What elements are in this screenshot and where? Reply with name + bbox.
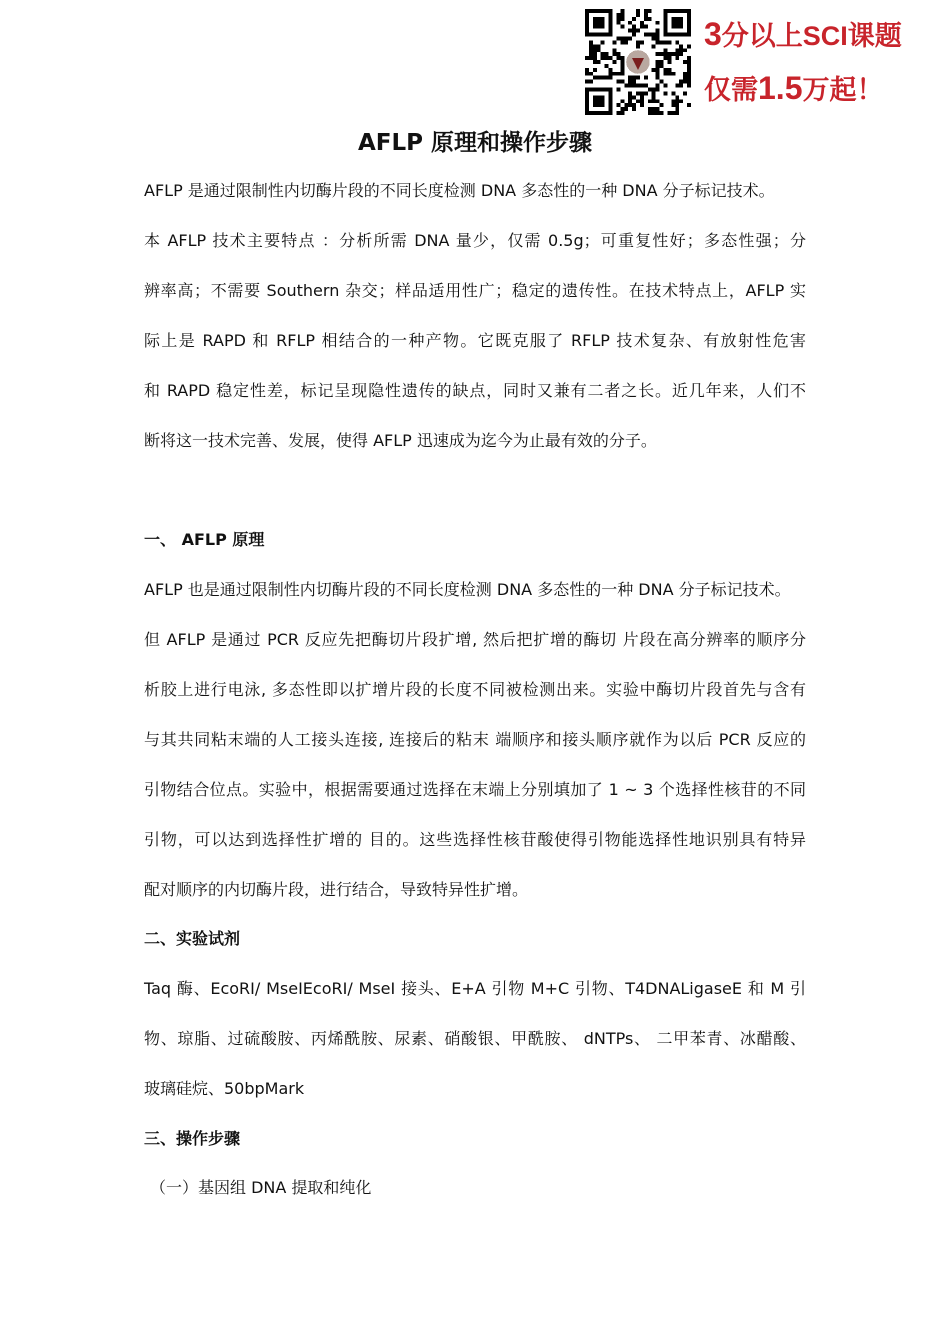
- section2-line: 物、琼脂、过硫酸胺、丙烯酰胺、尿素、硝酸银、甲酰胺、 dNTPs、 二甲苯青、冰醋酸、: [144, 1029, 806, 1048]
- section1-line: 与其共同粘末端的人工接头连接, 连接后的粘末 端顺序和接头顺序就作为以后 PCR 反应的: [144, 730, 806, 749]
- intro-line: AFLP 是通过限制性内切酶片段的不同长度检测 DNA 多态性的一种 DNA 分子标记技术。: [144, 181, 775, 200]
- section1-line: 引物结合位点。实验中，根据需要通过选择在末端上分别填加了 1 ~ 3 个选择性核苷的不同: [144, 780, 806, 799]
- section1-line: 但 AFLP 是通过 PCR 反应先把酶切片段扩增, 然后把扩增的酶切 片段在高分辨率的顺序分: [144, 630, 806, 649]
- ad-number-1-5: 1.5: [758, 70, 803, 106]
- qr-code-icon[interactable]: [584, 9, 692, 115]
- ad-text-1: 分以上SCI课题: [721, 21, 902, 51]
- qr-code-graphic: [584, 9, 692, 115]
- section-heading-principle: 一、 AFLP 原理: [144, 530, 265, 549]
- ad-headline: [704, 14, 902, 53]
- section-heading-procedure: 三、操作步骤: [144, 1129, 241, 1148]
- ad-text-2a: 仅需: [704, 75, 758, 105]
- subsection-dna-extraction: （一）基因组 DNA 提取和纯化: [150, 1178, 372, 1197]
- intro-line: 和 RAPD 稳定性差，标记呈现隐性遗传的缺点，同时又兼有二者之长。近几年来，人们不: [144, 381, 806, 400]
- section1-line: 配对顺序的内切酶片段，进行结合，导致特异性扩增。: [144, 880, 529, 899]
- page-title: AFLP 原理和操作步骤: [357, 130, 593, 156]
- intro-line: 断将这一技术完善、发展，使得 AFLP 迅速成为迄今为止最有效的分子。: [144, 431, 657, 450]
- section1-line: 引物，可以达到选择性扩增的 目的。这些选择性核苷酸使得引物能选择性地识别具有特异: [144, 830, 806, 849]
- intro-line: 本 AFLP 技术主要特点 ：分析所需 DNA 量少，仅需 0.5g；可重复性好；多态性强；分: [144, 231, 806, 250]
- intro-line: 辨率高；不需要 Southern 杂交；样品适用性广；稳定的遗传性。在技术特点上，AFLP 实: [144, 281, 806, 300]
- section1-line: 析胶上进行电泳, 多态性即以扩增片段的长度不同被检测出来。实验中酶切片段首先与含有: [144, 680, 806, 699]
- ad-price: [704, 68, 883, 107]
- intro-line: 际上是 RAPD 和 RFLP 相结合的一种产物。它既克服了 RFLP 技术复杂、有放射性危害: [144, 331, 806, 350]
- section2-line: 玻璃硅烷、50bpMark: [144, 1079, 305, 1098]
- ad-number-3: 3: [704, 16, 722, 52]
- ad-text-2b: 万起！: [802, 75, 884, 105]
- section2-line: Taq 酶、EcoRI/ MseIEcoRI/ MseI 接头、E+A 引物 M+C 引物、T4DNALigaseE 和 M 引: [144, 979, 806, 998]
- section1-line: AFLP 也是通过限制性内切酶片段的不同长度检测 DNA 多态性的一种 DNA 分子标记技术。: [144, 580, 791, 599]
- section-heading-reagents: 二、实验试剂: [144, 929, 241, 948]
